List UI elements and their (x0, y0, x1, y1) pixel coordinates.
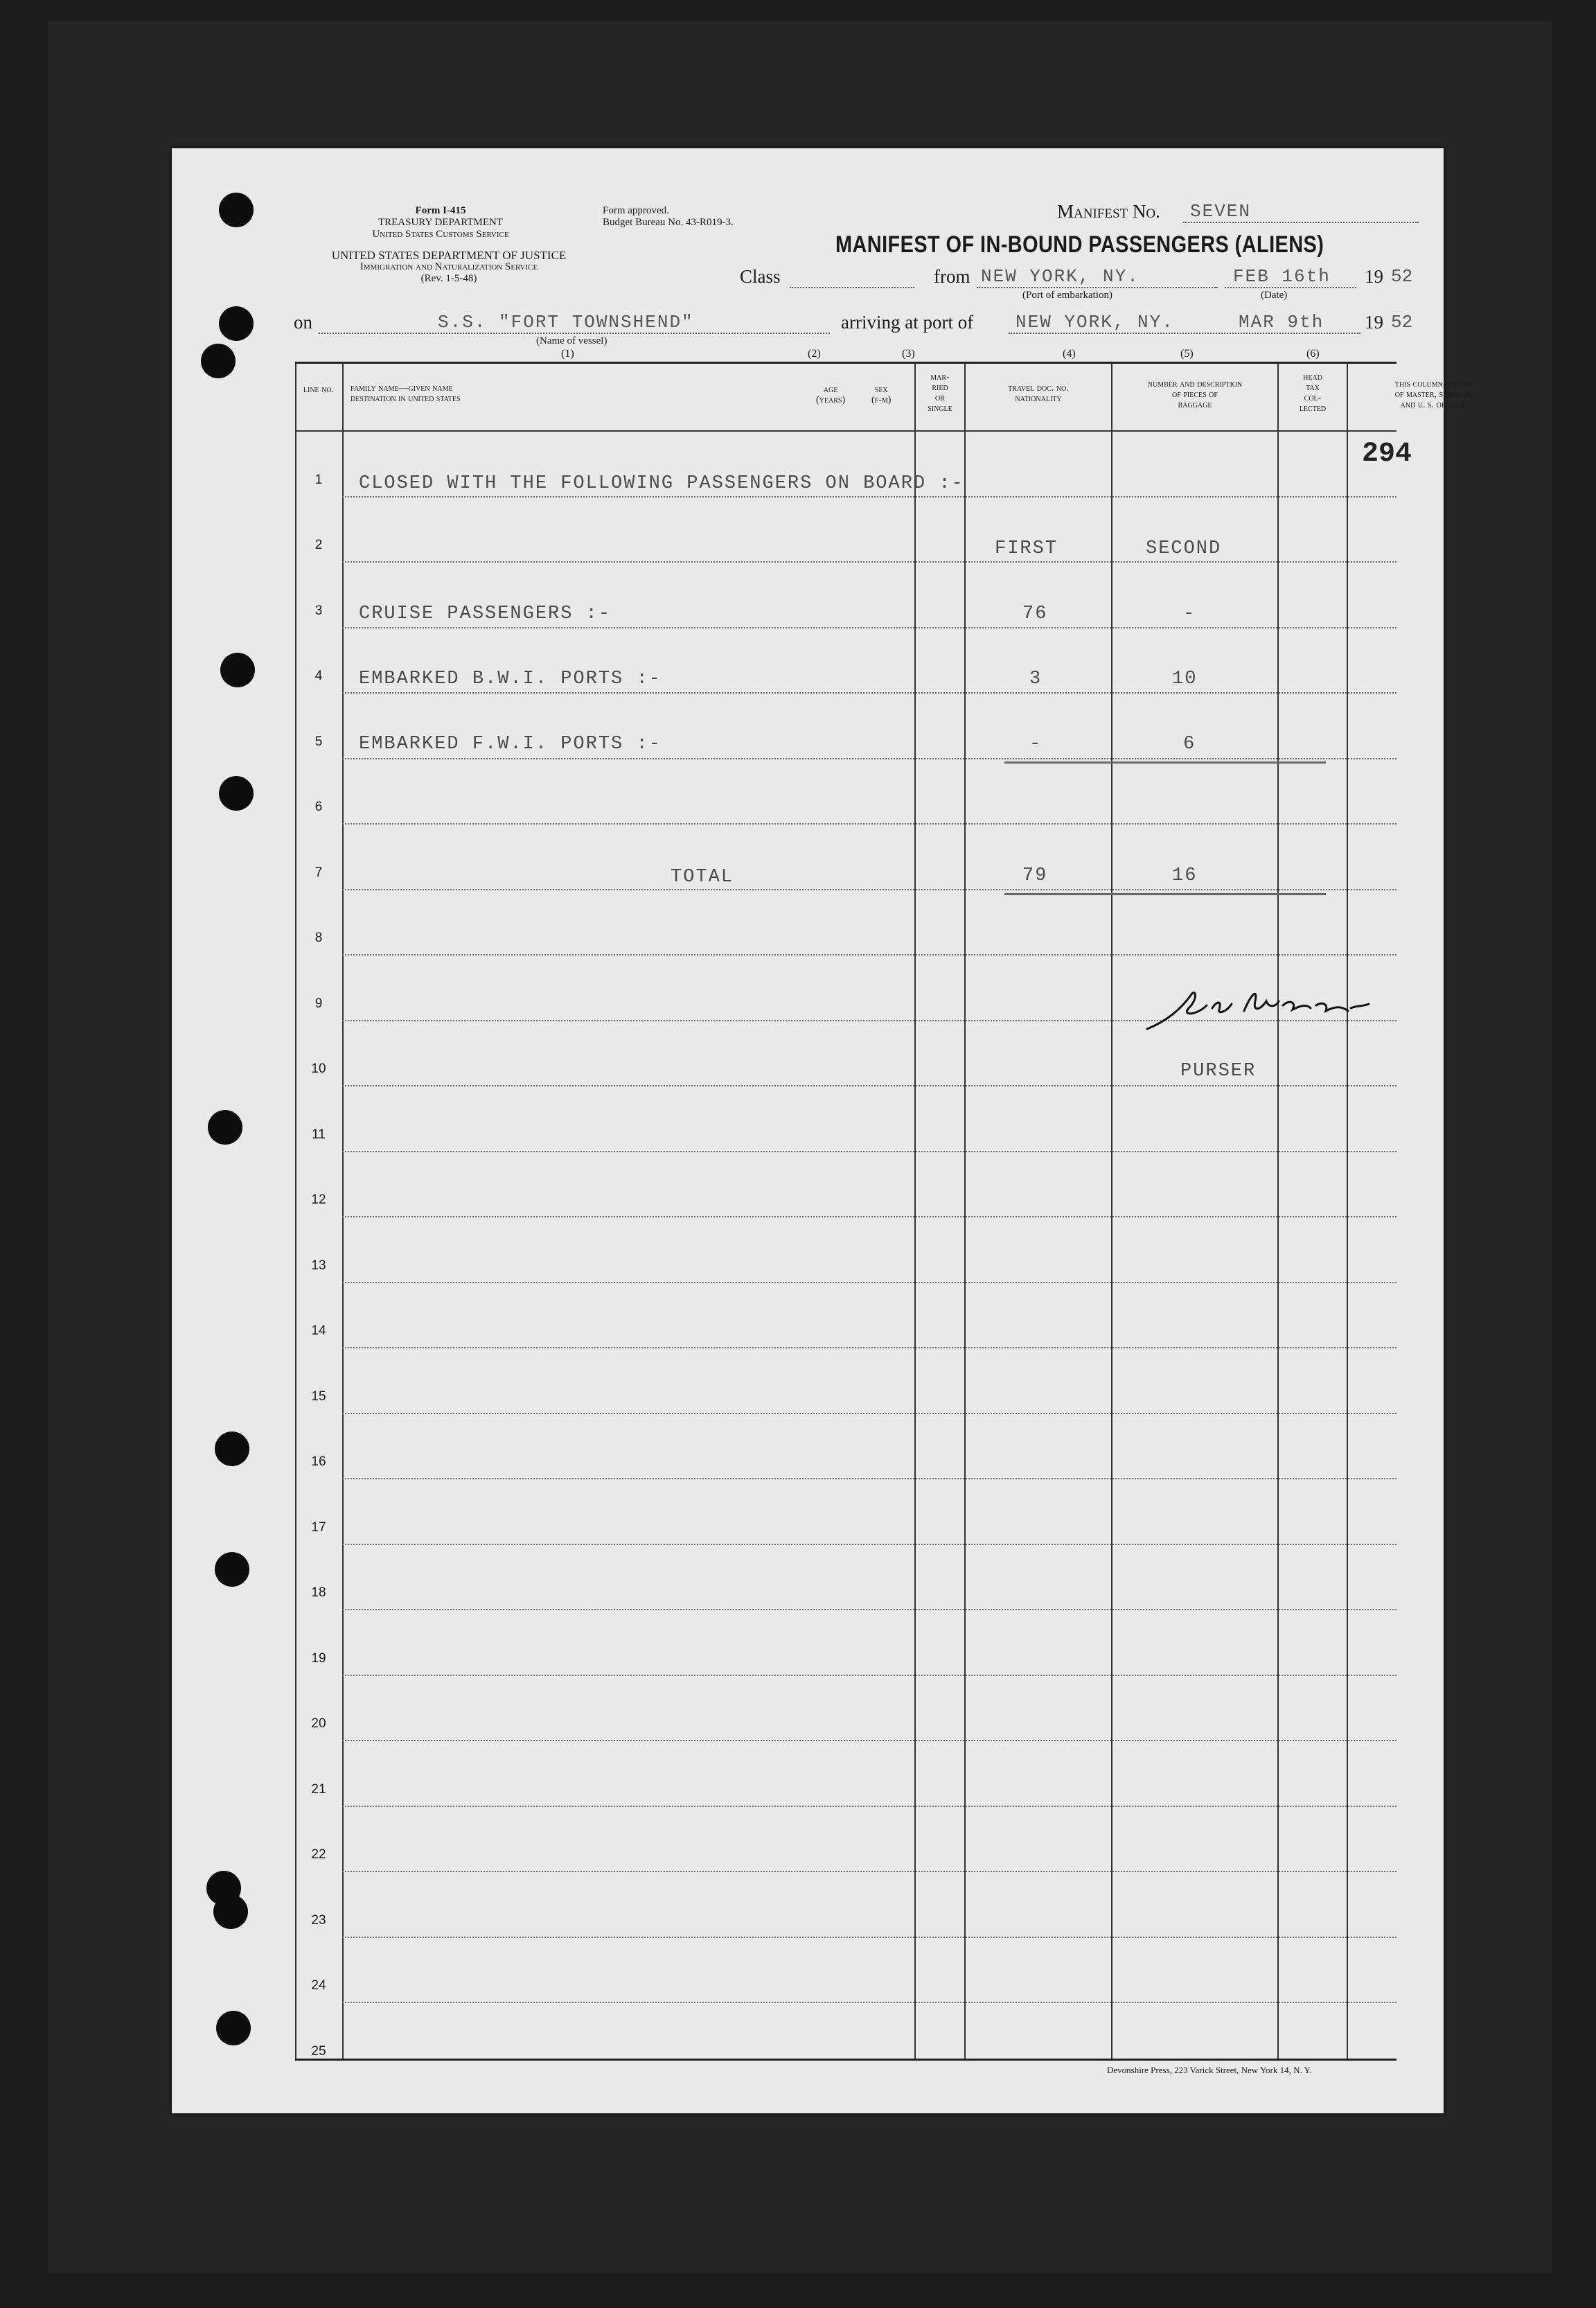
class-label: Class (740, 266, 781, 287)
punch-hole (213, 1894, 248, 1929)
row-rule (342, 1282, 1396, 1283)
punch-hole (219, 776, 254, 811)
entry-first-header: FIRST (995, 538, 1058, 559)
punch-hole (220, 653, 255, 687)
manifest-page (172, 148, 1475, 2113)
column-number: (1) (561, 348, 574, 360)
punch-hole (219, 306, 254, 341)
budget-bureau: Budget Bureau No. 43-R019-3. (603, 217, 734, 228)
row-rule (342, 1740, 1396, 1741)
line-number: 14 (311, 1323, 326, 1338)
purser-signature (1140, 980, 1376, 1036)
column-number: (6) (1306, 348, 1320, 360)
entry-cruise-second: - (1183, 604, 1196, 624)
subtotal-underline (1004, 761, 1326, 764)
line-number: 7 (314, 865, 323, 880)
line-number: 13 (311, 1258, 326, 1273)
row-rule (342, 1675, 1396, 1676)
row-rule (342, 823, 1396, 825)
line-number: 21 (311, 1781, 326, 1797)
line-number: 24 (311, 1978, 326, 1993)
row-rule (342, 1347, 1396, 1348)
row-rule (342, 1216, 1396, 1217)
arrival-year-suffix: 52 (1391, 312, 1413, 333)
column-number: (5) (1180, 348, 1194, 360)
punch-hole (215, 1432, 249, 1466)
manifest-number: SEVEN (1190, 201, 1252, 222)
punch-hole (208, 1110, 242, 1145)
punch-hole (215, 1552, 249, 1587)
line-number: 25 (311, 2043, 326, 2059)
page-number: 294 (1362, 439, 1412, 470)
row-rule (342, 1544, 1396, 1545)
treasury-department: TREASURY DEPARTMENT (378, 217, 504, 228)
manifest-title: MANIFEST OF IN-BOUND PASSENGERS (ALIENS) (835, 231, 1324, 258)
arrival-year-prefix: 19 (1365, 312, 1383, 333)
entry-purser: PURSER (1180, 1061, 1257, 1082)
arrival-date: MAR 9th (1239, 312, 1324, 333)
header-married: mar- ried or single (928, 372, 952, 414)
header-baggage: number and description of pieces of baggage (1147, 379, 1243, 410)
entry-total-first: 79 (1022, 865, 1048, 886)
row-rule (342, 627, 1396, 628)
header-officers: this column for use of master, surgeon, and u. s. officers (1394, 379, 1475, 410)
line-number: 20 (311, 1716, 326, 1731)
row-rule (342, 1413, 1396, 1414)
total-underline (1004, 893, 1326, 895)
entry-total-label: TOTAL (671, 867, 734, 888)
justice-department: UNITED STATES DEPARTMENT OF JUSTICE (331, 249, 567, 262)
entry-bwi-label: EMBARKED B.W.I. PORTS :- (359, 669, 662, 689)
on-label: on (294, 312, 312, 333)
punch-hole (201, 344, 236, 378)
passenger-table (295, 362, 1475, 2061)
column-number: (2) (808, 348, 821, 360)
header-head-tax: head tax col- lected (1299, 372, 1327, 414)
arriving-label: arriving at port of (841, 312, 974, 333)
year-suffix: 52 (1391, 266, 1413, 287)
row-rule (342, 1609, 1396, 1610)
customs-service: United States Customs Service (372, 229, 509, 240)
row-rule (342, 692, 1396, 694)
line-number: 6 (314, 800, 323, 814)
entry-fwi-label: EMBARKED F.W.I. PORTS :- (359, 734, 662, 755)
header-name: family name—given name destination in united states (351, 383, 461, 404)
port-caption: (Port of embarkation) (1022, 290, 1112, 301)
punch-hole (219, 193, 254, 227)
column-number: (3) (902, 348, 915, 360)
line-number: 5 (314, 734, 323, 749)
line-number: 22 (311, 1847, 326, 1862)
entry-closed-with: CLOSED WITH THE FOLLOWING PASSENGERS ON BOARD :- (359, 473, 964, 494)
vessel-caption: (Name of vessel) (536, 335, 608, 346)
row-rule (342, 1937, 1396, 1938)
entry-second-header: SECOND (1146, 538, 1222, 559)
line-number: 23 (311, 1912, 326, 1928)
entry-fwi-second: 6 (1183, 734, 1196, 755)
justice-header (290, 249, 608, 285)
form-header (337, 205, 544, 240)
port-of-embarkation: NEW YORK, NY. (981, 266, 1140, 287)
departure-date: FEB 16th (1233, 266, 1331, 287)
line-number: 2 (314, 538, 323, 552)
line-number: 8 (314, 931, 323, 945)
printer-footer: Devonshire Press, 223 Varick Street, New York 14, N. Y. (1107, 2065, 1312, 2075)
row-rule (342, 758, 1396, 759)
column-number: (4) (1063, 348, 1076, 360)
line-number: 4 (314, 669, 323, 683)
form-number: Form I-415 (415, 205, 466, 216)
line-number: 9 (314, 996, 323, 1011)
line-number: 15 (311, 1389, 326, 1404)
entry-cruise-label: CRUISE PASSENGERS :- (359, 604, 612, 624)
row-rule (342, 1085, 1396, 1086)
line-number: 16 (311, 1454, 326, 1469)
row-rule (342, 1478, 1396, 1479)
from-label: from (934, 266, 970, 287)
header-sex: sex (f-m) (871, 385, 892, 405)
row-rule (342, 496, 1396, 497)
arrival-port: NEW YORK, NY. (1016, 312, 1174, 333)
form-approved: Form approved. (603, 205, 669, 216)
budget-approval (603, 205, 734, 229)
header-line-no: line no. (303, 385, 335, 395)
entry-bwi-second: 10 (1172, 669, 1198, 689)
line-number: 1 (314, 472, 323, 487)
line-number: 11 (312, 1127, 326, 1142)
header-age: age (years) (816, 385, 846, 405)
row-rule (342, 954, 1396, 955)
row-rule (342, 1871, 1396, 1872)
row-rule (342, 889, 1396, 890)
row-rule (342, 561, 1396, 563)
entry-bwi-first: 3 (1029, 669, 1043, 689)
punch-hole (216, 2011, 251, 2045)
immigration-service: Immigration and Naturalization Service (360, 261, 538, 272)
row-rule (342, 2002, 1396, 2003)
line-number: 17 (311, 1519, 326, 1535)
year-prefix: 19 (1365, 266, 1383, 287)
entry-total-second: 16 (1172, 865, 1198, 886)
date-caption: (Date) (1261, 290, 1288, 301)
line-number: 18 (311, 1585, 326, 1600)
entry-cruise-first: 76 (1022, 604, 1048, 624)
entry-fwi-first: - (1029, 734, 1043, 755)
line-number: 19 (311, 1650, 326, 1666)
revision-date: (Rev. 1-5-48) (420, 273, 477, 284)
manifest-no-label: Manifest No. (1057, 201, 1160, 222)
line-number: 3 (314, 603, 323, 618)
line-number: 12 (311, 1192, 326, 1207)
row-rule (342, 1806, 1396, 1807)
header-travel-doc: travel doc. no. nationality (1008, 383, 1069, 404)
vessel-name: S.S. "FORT TOWNSHEND" (438, 312, 694, 333)
row-rule (342, 1151, 1396, 1152)
line-number: 10 (311, 1061, 326, 1076)
